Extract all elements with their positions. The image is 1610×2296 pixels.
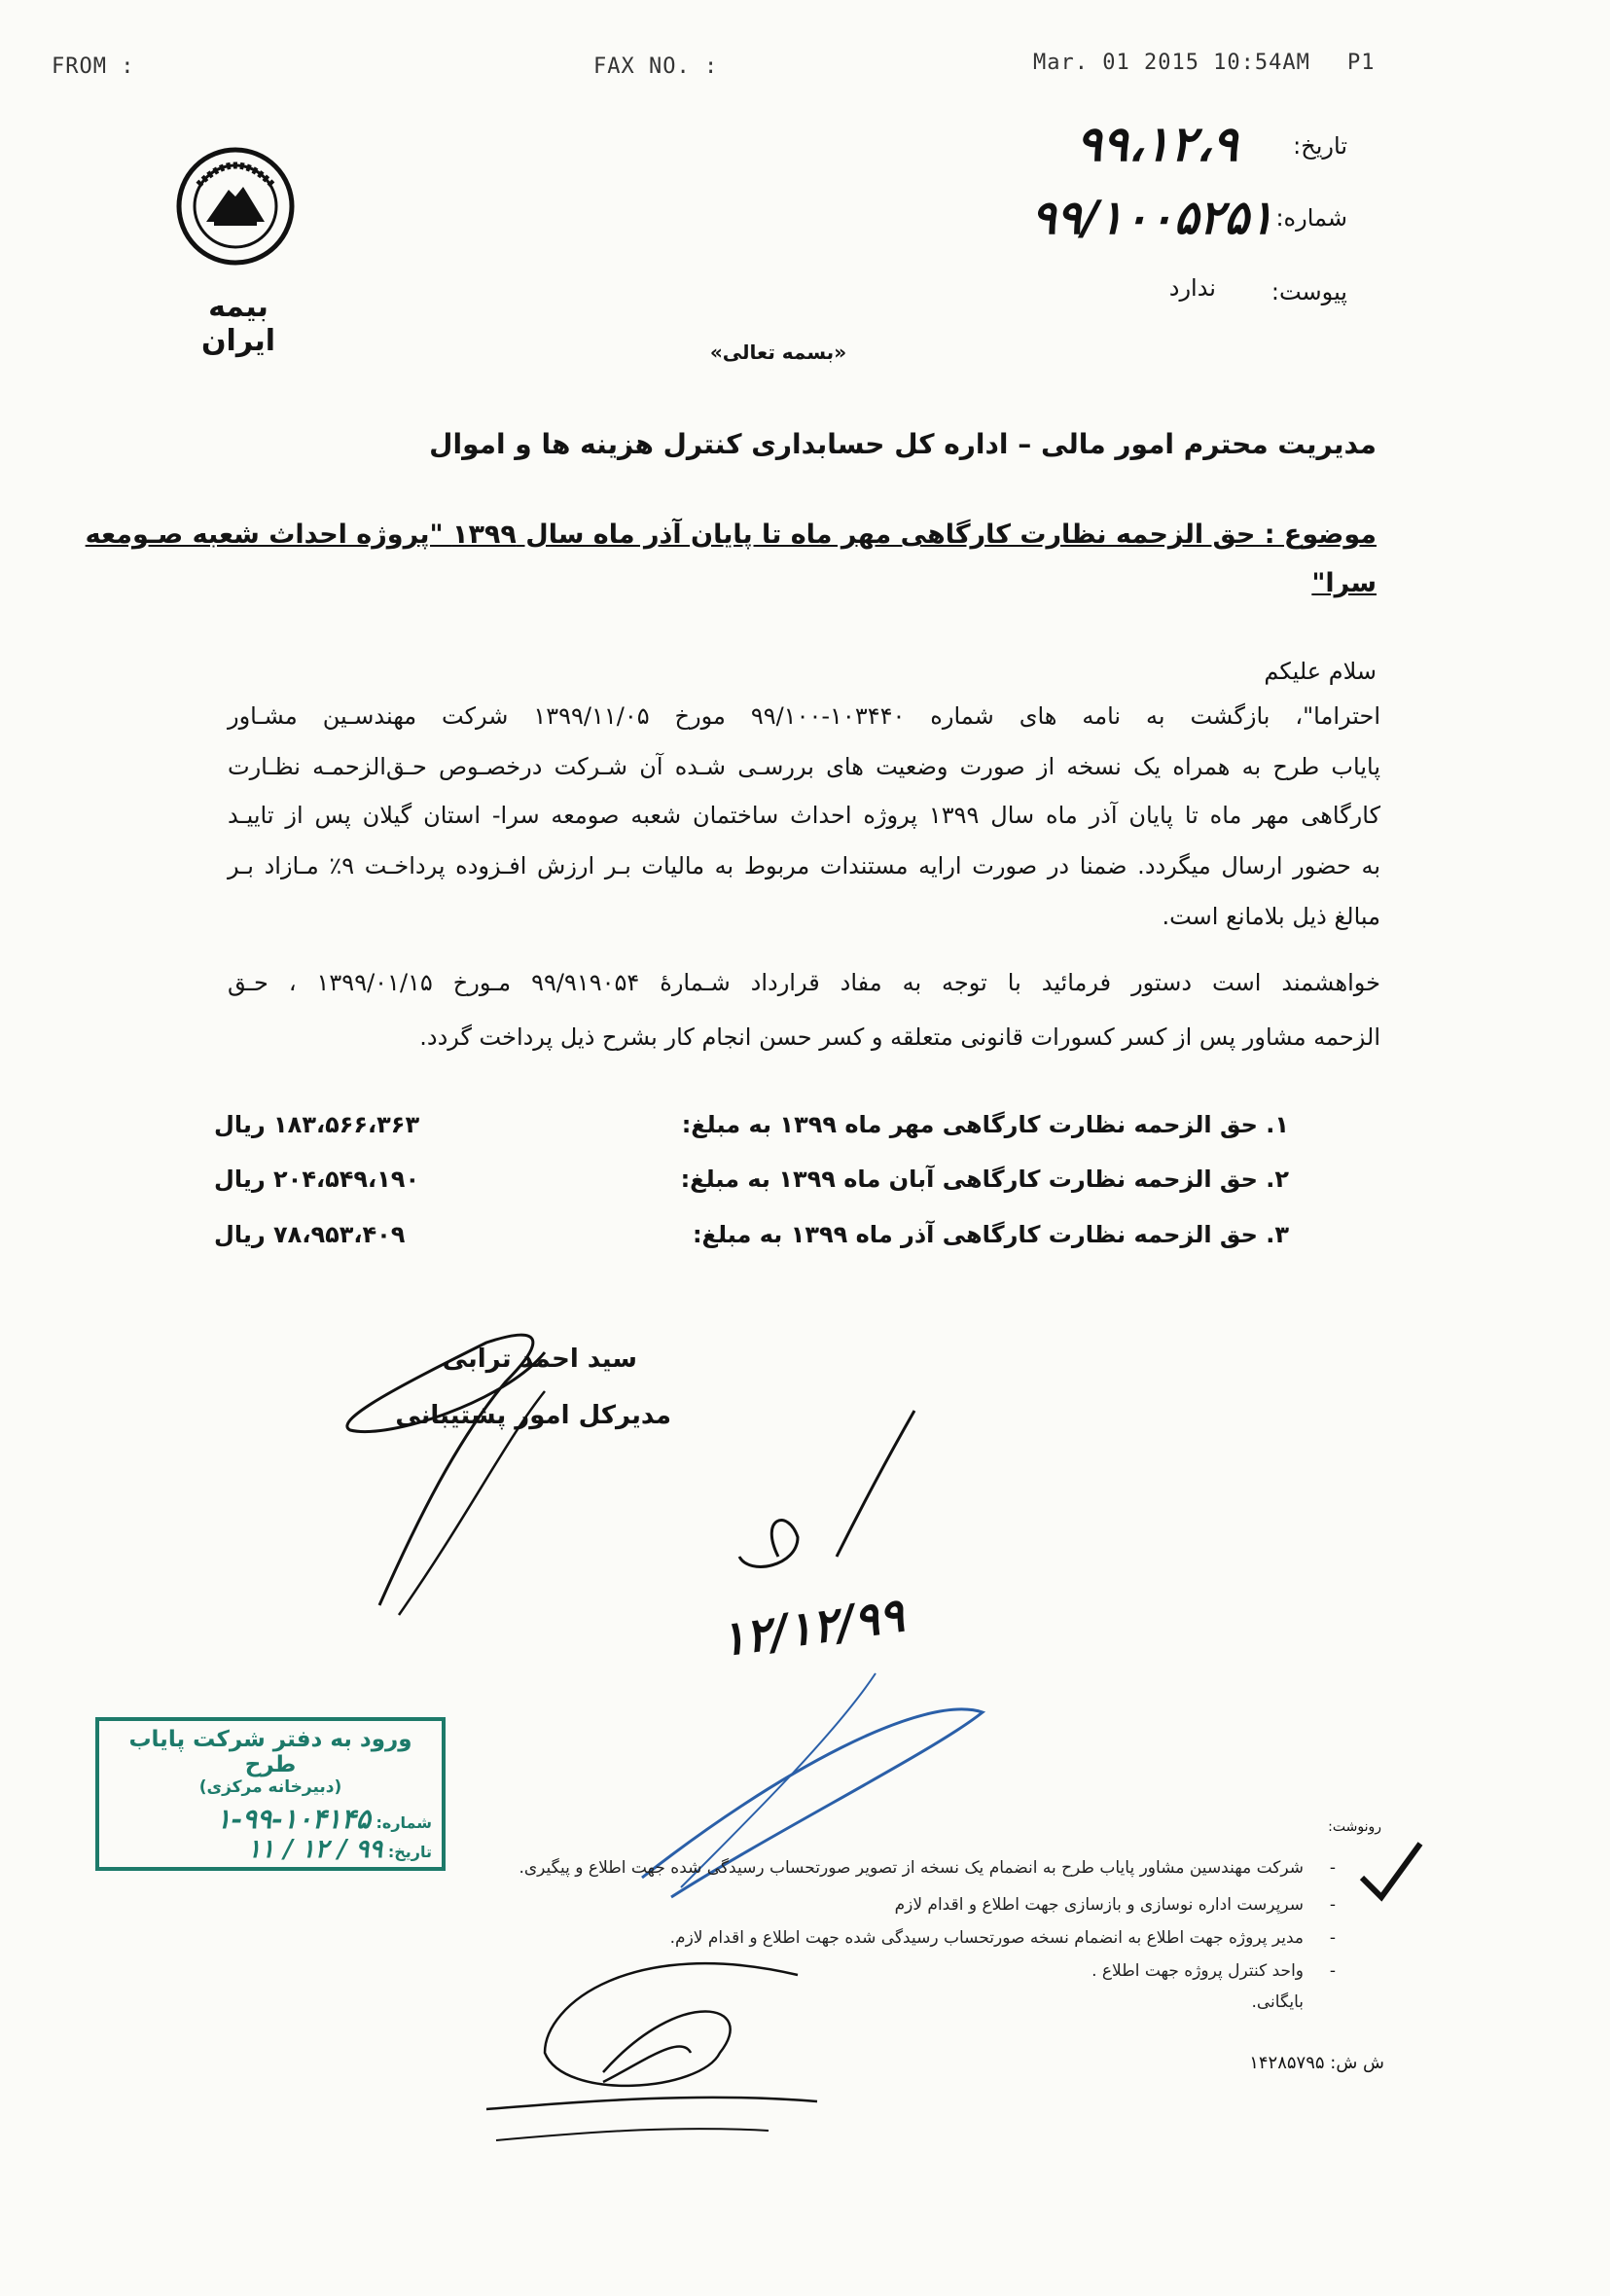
receipt-stamp [95, 1717, 446, 1871]
company-name: بیمه ایران [200, 290, 276, 358]
fee-item: ۳. حق الزحمه نظارت کارگاهی آذر ماه ۱۳۹۹ به مبلغ: [692, 1221, 1289, 1248]
handwritten-date: ۱۲/۱۲/۹۹ [717, 1588, 908, 1668]
invocation: «بسمه تعالی» [709, 341, 847, 364]
bime-iran-logo [175, 146, 296, 267]
fax-number-label: FAX NO. : [593, 54, 719, 79]
body-line: به حضور ارسال میگردد. ضمنا در صورت ارایه مستندات مربوط به مالیات بـر ارزش افـزوده پرداخـت ۹٪ مـازاد بـر [228, 852, 1380, 879]
body-line: خواهشمند است دستور فرمائید با توجه به مفاد قرارداد شـمارهٔ ۹۹/۹۱۹۰۵۴ مـورخ ۱۳۹۹/۰۱/۱۵ ، حـق [228, 969, 1381, 996]
stamp-subtitle: (دبیرخانه مرکزی) [198, 1777, 342, 1797]
cc-bullet: - [1329, 1895, 1336, 1915]
logo-emblem-icon [175, 146, 296, 267]
cc-bullet: - [1329, 1858, 1336, 1878]
cc-heading: رونوشت: [1328, 1819, 1381, 1835]
cc-bullet: - [1329, 1961, 1336, 1981]
cc-archive: بایگانی. [1251, 1992, 1304, 2012]
stamp-date-value: ۹۹ / ۱۲ / ۱۱ [247, 1835, 383, 1864]
signatory-title: مدیرکل امور پشتیبانی [395, 1401, 671, 1430]
fee-item: ۲. حق الزحمه نظارت کارگاهی آبان ماه ۱۳۹۹ به مبلغ: [680, 1166, 1289, 1193]
body-line: کارگاهی مهر ماه تا پایان آذر ماه سال ۱۳۹۹ پروژه احداث ساختمان شعبه صومعه سرا- استان گیلان پس از تاییـد [228, 802, 1380, 829]
attachment-value: ندارد [1168, 274, 1216, 302]
body-line: پایاب طرح به همراه یک نسخه از صورت وضعیت های بررسـی شـده آن شـرکت درخصـوص حـق‌الزحمـه نظـارت [228, 753, 1380, 780]
cc-item: واحد کنترل پروژه جهت اطلاع . [1091, 1961, 1304, 1981]
body-line: احتراما"، بازگشت به نامه های شماره ۱۰۳۴۴۰-۹۹/۱۰۰ مورخ ۱۳۹۹/۱۱/۰۵ شرکت مهندسـین مشـاور [228, 702, 1380, 730]
fee-amount: ۱۸۳،۵۶۶،۳۶۳ ریال [214, 1111, 420, 1138]
subject-line-2: سرا" [1311, 568, 1377, 598]
fee-item: ۱. حق الزحمه نظارت کارگاهی مهر ماه ۱۳۹۹ به مبلغ: [681, 1111, 1289, 1138]
stamp-number-value: ۱۰۴۱۴۵-۹۹-۱ [216, 1803, 371, 1835]
signatory-name: سید احمد ترابی [442, 1345, 637, 1374]
date-value: ۹۹،۱۲،۹ [1076, 115, 1238, 172]
stamp-number-label: شماره: [376, 1813, 432, 1832]
fax-timestamp: Mar. 01 2015 10:54AM [1033, 51, 1310, 75]
number-label: شماره: [1275, 204, 1347, 232]
fax-from: FROM : [52, 54, 135, 79]
subject-line-1: موضوع : حق الزحمه نظارت کارگاهی مهر ماه تا پایان آذر ماه سال ۱۳۹۹ "پروژه احداث شعبه صـومعه [85, 520, 1377, 550]
recipient: مدیریت محترم امور مالی – اداره کل حسابداری کنترل هزینه ها و اموال [429, 428, 1377, 460]
fax-page: P1 [1347, 51, 1376, 75]
cc-item: شرکت مهندسین مشاور پایاب طرح به انضمام یک نسخه از تصویر صورتحساب رسیدگی شده جهت اطلاع و پیگیری. [519, 1858, 1304, 1878]
date-label: تاریخ: [1293, 132, 1347, 160]
fee-amount: ۷۸،۹۵۳،۴۰۹ ریال [214, 1221, 406, 1248]
cc-bullet: - [1329, 1928, 1336, 1948]
stamp-title: ورود به دفتر شرکت پایاب طرح [128, 1727, 412, 1777]
attachment-label: پیوست: [1270, 278, 1347, 305]
body-line: مبالغ ذیل بلامانع است. [1162, 903, 1380, 930]
stamp-date-label: تاریخ: [387, 1843, 432, 1861]
cc-item: سرپرست اداره نوسازی و بازسازی جهت اطلاع و اقدام لازم [894, 1895, 1304, 1915]
body-line: الزحمه مشاور پس از کسر کسورات قانونی متعلقه و کسر حسن انجام کار بشرح ذیل پرداخت گردد. [419, 1023, 1380, 1051]
greeting: سلام علیکم [1264, 658, 1377, 685]
serial-number: ش ش: ۱۴۲۸۵۷۹۵ [1249, 2053, 1384, 2073]
number-value: ۹۹/۱۰۰۵۲۵۱ [1031, 191, 1274, 245]
fee-amount: ۲۰۴،۵۴۹،۱۹۰ ریال [214, 1166, 420, 1193]
cc-item: مدیر پروژه جهت اطلاع به انضمام نسخه صورتحساب رسیدگی شده جهت اطلاع و اقدام لازم. [669, 1928, 1304, 1948]
